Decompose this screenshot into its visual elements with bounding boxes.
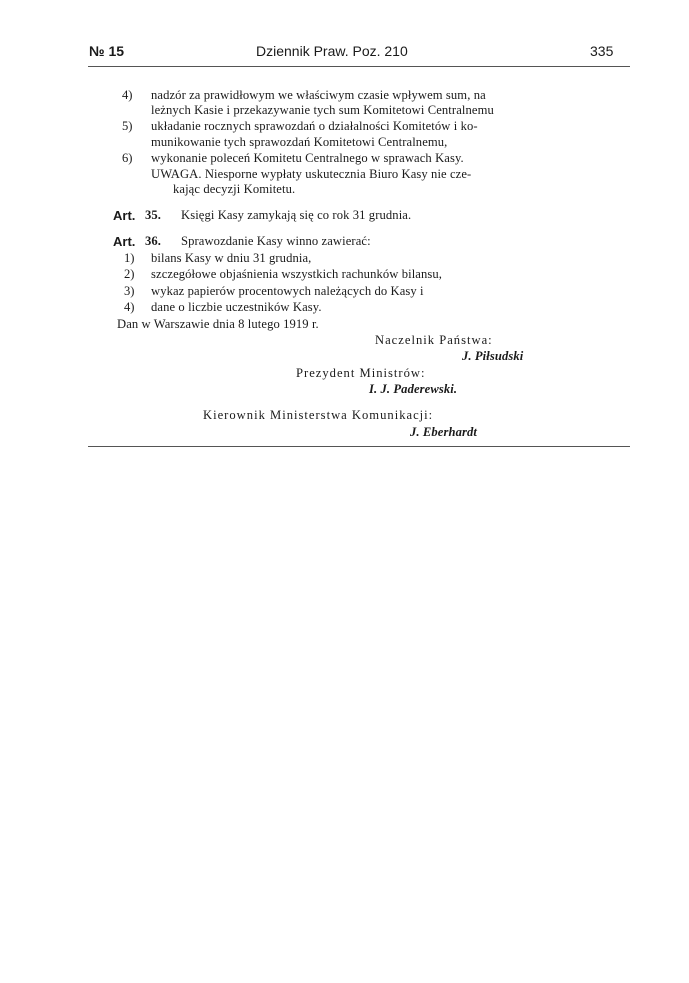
list-item-line: nadzór za prawidłowym we właściwym czasie wpływem sum, na (151, 88, 486, 102)
list-item-line: szczegółowe objaśnienia wszystkich rachunków bilansu, (151, 267, 443, 281)
signature-name: J. Eberhardt (410, 425, 477, 439)
list-item-number: 1) (124, 251, 135, 265)
signature-title: Prezydent Ministrów: (296, 366, 426, 380)
header-rule (88, 66, 630, 67)
signature-name: I. J. Paderewski. (369, 382, 458, 396)
signature-title: Naczelnik Państwa: (375, 333, 493, 347)
list-item-number: 5) (122, 119, 133, 133)
signature-title: Kierownik Ministerstwa Komunikacji: (203, 408, 434, 422)
footer-rule (88, 446, 630, 447)
list-item-line: bilans Kasy w dniu 31 grudnia, (151, 251, 312, 265)
list-item-line: układanie rocznych sprawozdań o działalności Komitetów i ko- (151, 119, 478, 133)
list-item-line: munikowanie tych sprawozdań Komitetowi Centralnemu, (151, 135, 448, 149)
journal-title: Dziennik Praw. Poz. 210 (256, 43, 408, 59)
list-item-number: 4) (124, 300, 135, 314)
article-text: Sprawozdanie Kasy winno zawierać: (181, 234, 371, 248)
list-item-line: dane o liczbie uczestników Kasy. (151, 300, 322, 314)
page-number: 335 (590, 43, 614, 59)
article-label: Art. (113, 208, 136, 223)
list-item-line: wykaz papierów procentowych należących do Kasy i (151, 284, 424, 298)
list-item-number: 6) (122, 151, 133, 165)
article-number: 35. (145, 208, 162, 222)
issue-number: № 15 (89, 43, 125, 59)
list-item-number: 3) (124, 284, 135, 298)
note-line: UWAGA. Niesporne wypłaty uskutecznia Biuro Kasy nie cze- (151, 167, 472, 181)
list-item-number: 2) (124, 267, 135, 281)
note-line: kając decyzji Komitetu. (173, 182, 296, 196)
list-item-line: leżnych Kasie i przekazywanie tych sum Komitetowi Centralnemu (151, 103, 494, 117)
article-number: 36. (145, 234, 162, 248)
list-item-number: 4) (122, 88, 133, 102)
article-label: Art. (113, 234, 136, 249)
dated-line: Dan w Warszawie dnia 8 lutego 1919 r. (117, 317, 319, 331)
list-item-line: wykonanie poleceń Komitetu Centralnego w sprawach Kasy. (151, 151, 464, 165)
signature-name: J. Piłsudski (462, 349, 524, 363)
article-text: Księgi Kasy zamykają się co rok 31 grudnia. (181, 208, 412, 222)
